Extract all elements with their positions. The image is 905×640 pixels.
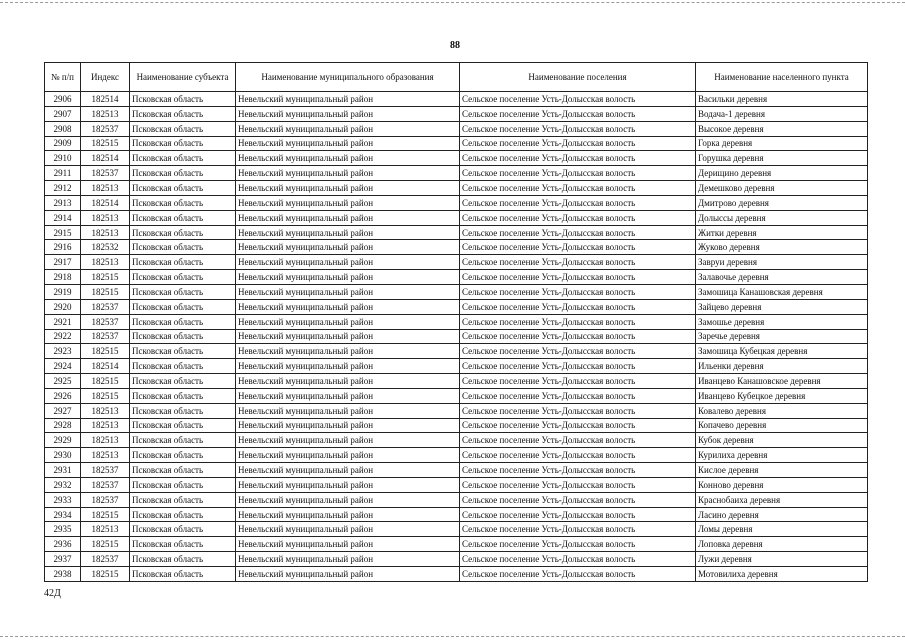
cell-index: 182514 <box>81 92 130 107</box>
table-row <box>45 240 868 255</box>
cell-locality: Горушка деревня <box>696 151 868 166</box>
cell-settlement: Сельское поселение Усть-Долысская волость <box>460 106 696 121</box>
cell-settlement: Сельское поселение Усть-Долысская волость <box>460 240 696 255</box>
cell-municipality: Невельский муниципальный район <box>236 388 460 403</box>
cell-num: 2938 <box>45 567 81 582</box>
table-row <box>45 92 868 107</box>
cell-index: 182514 <box>81 359 130 374</box>
cell-municipality: Невельский муниципальный район <box>236 240 460 255</box>
cell-settlement: Сельское поселение Усть-Долысская волость <box>460 418 696 433</box>
cell-index: 182513 <box>81 225 130 240</box>
cell-num: 2933 <box>45 492 81 507</box>
table-row <box>45 299 868 314</box>
table-row <box>45 255 868 270</box>
cell-num: 2906 <box>45 92 81 107</box>
cell-settlement: Сельское поселение Усть-Долысская волость <box>460 448 696 463</box>
cell-settlement: Сельское поселение Усть-Долысская волость <box>460 210 696 225</box>
cell-subject: Псковская область <box>130 240 236 255</box>
cell-municipality: Невельский муниципальный район <box>236 314 460 329</box>
cell-municipality: Невельский муниципальный район <box>236 136 460 151</box>
cell-locality: Дерищино деревня <box>696 166 868 181</box>
cell-settlement: Сельское поселение Усть-Долысская волость <box>460 477 696 492</box>
cell-num: 2921 <box>45 314 81 329</box>
cell-municipality: Невельский муниципальный район <box>236 359 460 374</box>
cell-num: 2932 <box>45 477 81 492</box>
table-row <box>45 374 868 389</box>
cell-locality: Замошица Канашовская деревня <box>696 284 868 299</box>
cell-locality: Ласино деревня <box>696 507 868 522</box>
cell-municipality: Невельский муниципальный район <box>236 522 460 537</box>
cell-locality: Ильенки деревня <box>696 359 868 374</box>
cell-index: 182513 <box>81 448 130 463</box>
table-row <box>45 106 868 121</box>
cell-num: 2925 <box>45 374 81 389</box>
header-settlement: Наименование поселения <box>460 63 696 92</box>
cell-num: 2928 <box>45 418 81 433</box>
cell-municipality: Невельский муниципальный район <box>236 195 460 210</box>
cell-locality: Копачево деревня <box>696 418 868 433</box>
cell-locality: Завруи деревня <box>696 255 868 270</box>
cell-municipality: Невельский муниципальный район <box>236 225 460 240</box>
header-index: Индекс <box>81 63 130 92</box>
cell-subject: Псковская область <box>130 507 236 522</box>
cell-index: 182515 <box>81 507 130 522</box>
cell-locality: Водача-1 деревня <box>696 106 868 121</box>
cell-subject: Псковская область <box>130 136 236 151</box>
table-body <box>45 92 868 582</box>
table-row <box>45 314 868 329</box>
table-row <box>45 359 868 374</box>
cell-municipality: Невельский муниципальный район <box>236 106 460 121</box>
cell-index: 182513 <box>81 106 130 121</box>
cell-settlement: Сельское поселение Усть-Долысская волость <box>460 284 696 299</box>
table-row <box>45 567 868 582</box>
cell-settlement: Сельское поселение Усть-Долысская волость <box>460 374 696 389</box>
cell-municipality: Невельский муниципальный район <box>236 403 460 418</box>
cell-subject: Псковская область <box>130 344 236 359</box>
cell-settlement: Сельское поселение Усть-Долысская волость <box>460 314 696 329</box>
cell-subject: Псковская область <box>130 477 236 492</box>
cell-index: 182515 <box>81 374 130 389</box>
cell-subject: Псковская область <box>130 151 236 166</box>
table-row <box>45 181 868 196</box>
cell-num: 2907 <box>45 106 81 121</box>
cell-num: 2930 <box>45 448 81 463</box>
cell-settlement: Сельское поселение Усть-Долысская волость <box>460 166 696 181</box>
cell-index: 182515 <box>81 284 130 299</box>
cell-subject: Псковская область <box>130 270 236 285</box>
scan-edge-top <box>0 2 905 3</box>
cell-index: 182537 <box>81 299 130 314</box>
cell-subject: Псковская область <box>130 195 236 210</box>
cell-settlement: Сельское поселение Усть-Долысская волость <box>460 433 696 448</box>
cell-num: 2914 <box>45 210 81 225</box>
cell-num: 2922 <box>45 329 81 344</box>
header-municipality: Наименование муниципального образования <box>236 63 460 92</box>
cell-index: 182537 <box>81 329 130 344</box>
cell-num: 2927 <box>45 403 81 418</box>
cell-index: 182515 <box>81 136 130 151</box>
cell-index: 182537 <box>81 314 130 329</box>
table-row <box>45 210 868 225</box>
cell-municipality: Невельский муниципальный район <box>236 151 460 166</box>
cell-num: 2924 <box>45 359 81 374</box>
table-row <box>45 344 868 359</box>
cell-locality: Васильки деревня <box>696 92 868 107</box>
table-row <box>45 195 868 210</box>
cell-index: 182537 <box>81 552 130 567</box>
cell-num: 2916 <box>45 240 81 255</box>
cell-locality: Ковалево деревня <box>696 403 868 418</box>
cell-municipality: Невельский муниципальный район <box>236 210 460 225</box>
cell-num: 2910 <box>45 151 81 166</box>
table-row <box>45 403 868 418</box>
cell-subject: Псковская область <box>130 403 236 418</box>
cell-municipality: Невельский муниципальный район <box>236 463 460 478</box>
cell-municipality: Невельский муниципальный район <box>236 299 460 314</box>
cell-locality: Залавочье деревня <box>696 270 868 285</box>
cell-index: 182537 <box>81 477 130 492</box>
cell-settlement: Сельское поселение Усть-Долысская волость <box>460 344 696 359</box>
cell-locality: Кислое деревня <box>696 463 868 478</box>
table-row <box>45 433 868 448</box>
cell-num: 2918 <box>45 270 81 285</box>
cell-subject: Псковская область <box>130 388 236 403</box>
cell-num: 2934 <box>45 507 81 522</box>
cell-settlement: Сельское поселение Усть-Долысская волость <box>460 507 696 522</box>
cell-num: 2915 <box>45 225 81 240</box>
cell-municipality: Невельский муниципальный район <box>236 270 460 285</box>
cell-index: 182537 <box>81 121 130 136</box>
cell-locality: Жуково деревня <box>696 240 868 255</box>
table-row <box>45 537 868 552</box>
cell-subject: Псковская область <box>130 329 236 344</box>
cell-settlement: Сельское поселение Усть-Долысская волость <box>460 151 696 166</box>
cell-locality: Мотовилиха деревня <box>696 567 868 582</box>
cell-subject: Псковская область <box>130 314 236 329</box>
cell-subject: Псковская область <box>130 537 236 552</box>
cell-num: 2929 <box>45 433 81 448</box>
table-row <box>45 448 868 463</box>
cell-settlement: Сельское поселение Усть-Долысская волость <box>460 388 696 403</box>
cell-settlement: Сельское поселение Усть-Долысская волость <box>460 255 696 270</box>
settlements-table <box>44 62 868 582</box>
cell-municipality: Невельский муниципальный район <box>236 181 460 196</box>
cell-index: 182537 <box>81 166 130 181</box>
cell-locality: Дмитрово деревня <box>696 195 868 210</box>
table-row <box>45 477 868 492</box>
cell-settlement: Сельское поселение Усть-Долысская волость <box>460 181 696 196</box>
cell-num: 2909 <box>45 136 81 151</box>
cell-num: 2937 <box>45 552 81 567</box>
cell-index: 182532 <box>81 240 130 255</box>
cell-municipality: Невельский муниципальный район <box>236 477 460 492</box>
cell-locality: Зайцево деревня <box>696 299 868 314</box>
cell-municipality: Невельский муниципальный район <box>236 329 460 344</box>
cell-subject: Псковская область <box>130 463 236 478</box>
cell-num: 2912 <box>45 181 81 196</box>
cell-index: 182515 <box>81 388 130 403</box>
cell-num: 2931 <box>45 463 81 478</box>
cell-num: 2919 <box>45 284 81 299</box>
cell-municipality: Невельский муниципальный район <box>236 433 460 448</box>
cell-index: 182513 <box>81 210 130 225</box>
cell-subject: Псковская область <box>130 181 236 196</box>
cell-settlement: Сельское поселение Усть-Долысская волость <box>460 552 696 567</box>
cell-municipality: Невельский муниципальный район <box>236 448 460 463</box>
cell-settlement: Сельское поселение Усть-Долысская волость <box>460 492 696 507</box>
cell-index: 182513 <box>81 403 130 418</box>
table-row <box>45 284 868 299</box>
cell-settlement: Сельское поселение Усть-Долысская волость <box>460 136 696 151</box>
header-subject: Наименование субъекта <box>130 63 236 92</box>
header-num: № п/п <box>45 63 81 92</box>
cell-subject: Псковская область <box>130 166 236 181</box>
table-row <box>45 507 868 522</box>
cell-locality: Конново деревня <box>696 477 868 492</box>
cell-subject: Псковская область <box>130 359 236 374</box>
cell-index: 182513 <box>81 418 130 433</box>
cell-locality: Горка деревня <box>696 136 868 151</box>
cell-num: 2923 <box>45 344 81 359</box>
cell-subject: Псковская область <box>130 567 236 582</box>
cell-settlement: Сельское поселение Усть-Долысская волость <box>460 329 696 344</box>
cell-subject: Псковская область <box>130 106 236 121</box>
page-number: 88 <box>450 40 460 51</box>
cell-index: 182513 <box>81 433 130 448</box>
cell-index: 182537 <box>81 463 130 478</box>
cell-settlement: Сельское поселение Усть-Долысская волость <box>460 121 696 136</box>
cell-settlement: Сельское поселение Усть-Долысская волость <box>460 270 696 285</box>
cell-subject: Псковская область <box>130 121 236 136</box>
cell-settlement: Сельское поселение Усть-Долысская волость <box>460 195 696 210</box>
cell-municipality: Невельский муниципальный район <box>236 552 460 567</box>
cell-locality: Кубок деревня <box>696 433 868 448</box>
cell-num: 2908 <box>45 121 81 136</box>
table-row <box>45 151 868 166</box>
cell-locality: Лужи деревня <box>696 552 868 567</box>
table-row <box>45 136 868 151</box>
cell-municipality: Невельский муниципальный район <box>236 121 460 136</box>
table-row <box>45 329 868 344</box>
cell-subject: Псковская область <box>130 284 236 299</box>
cell-settlement: Сельское поселение Усть-Долысская волость <box>460 537 696 552</box>
table-row <box>45 418 868 433</box>
table-row <box>45 552 868 567</box>
header-locality: Наименование населенного пункта <box>696 63 868 92</box>
cell-municipality: Невельский муниципальный район <box>236 374 460 389</box>
table-row <box>45 166 868 181</box>
cell-settlement: Сельское поселение Усть-Долысская волость <box>460 359 696 374</box>
cell-locality: Ломы деревня <box>696 522 868 537</box>
cell-num: 2936 <box>45 537 81 552</box>
cell-municipality: Невельский муниципальный район <box>236 92 460 107</box>
cell-index: 182513 <box>81 255 130 270</box>
cell-settlement: Сельское поселение Усть-Долысская волость <box>460 522 696 537</box>
cell-subject: Псковская область <box>130 552 236 567</box>
cell-subject: Псковская область <box>130 225 236 240</box>
cell-locality: Житки деревня <box>696 225 868 240</box>
cell-municipality: Невельский муниципальный район <box>236 284 460 299</box>
table-row <box>45 121 868 136</box>
cell-settlement: Сельское поселение Усть-Долысская волость <box>460 225 696 240</box>
cell-locality: Долыссы деревня <box>696 210 868 225</box>
cell-index: 182515 <box>81 537 130 552</box>
table-row <box>45 492 868 507</box>
cell-municipality: Невельский муниципальный район <box>236 507 460 522</box>
cell-num: 2911 <box>45 166 81 181</box>
cell-subject: Псковская область <box>130 210 236 225</box>
cell-num: 2917 <box>45 255 81 270</box>
cell-settlement: Сельское поселение Усть-Долысская волость <box>460 567 696 582</box>
cell-index: 182537 <box>81 492 130 507</box>
cell-locality: Иванцево Канашовское деревня <box>696 374 868 389</box>
footer-code: 42Д <box>44 588 61 599</box>
cell-subject: Псковская область <box>130 433 236 448</box>
cell-municipality: Невельский муниципальный район <box>236 418 460 433</box>
cell-locality: Высокое деревня <box>696 121 868 136</box>
table-row <box>45 225 868 240</box>
cell-locality: Замошица Кубецкая деревня <box>696 344 868 359</box>
cell-subject: Псковская область <box>130 299 236 314</box>
table-row <box>45 270 868 285</box>
cell-subject: Псковская область <box>130 92 236 107</box>
cell-subject: Псковская область <box>130 448 236 463</box>
table-row <box>45 388 868 403</box>
cell-index: 182514 <box>81 195 130 210</box>
cell-municipality: Невельский муниципальный район <box>236 344 460 359</box>
table-row <box>45 463 868 478</box>
cell-settlement: Сельское поселение Усть-Долысская волость <box>460 403 696 418</box>
cell-locality: Краснобаиха деревня <box>696 492 868 507</box>
cell-index: 182514 <box>81 151 130 166</box>
cell-subject: Псковская область <box>130 522 236 537</box>
table-row <box>45 522 868 537</box>
cell-index: 182515 <box>81 344 130 359</box>
cell-locality: Курилиха деревня <box>696 448 868 463</box>
cell-municipality: Невельский муниципальный район <box>236 567 460 582</box>
cell-locality: Замошье деревня <box>696 314 868 329</box>
cell-num: 2920 <box>45 299 81 314</box>
cell-subject: Псковская область <box>130 255 236 270</box>
cell-index: 182515 <box>81 270 130 285</box>
cell-locality: Демешково деревня <box>696 181 868 196</box>
cell-subject: Псковская область <box>130 492 236 507</box>
cell-settlement: Сельское поселение Усть-Долысская волость <box>460 299 696 314</box>
cell-index: 182513 <box>81 522 130 537</box>
cell-num: 2913 <box>45 195 81 210</box>
cell-subject: Псковская область <box>130 374 236 389</box>
scan-edge-bottom <box>0 636 905 637</box>
cell-locality: Лоповка деревня <box>696 537 868 552</box>
cell-settlement: Сельское поселение Усть-Долысская волость <box>460 92 696 107</box>
table-header-row <box>45 63 868 92</box>
cell-num: 2935 <box>45 522 81 537</box>
cell-municipality: Невельский муниципальный район <box>236 492 460 507</box>
cell-index: 182515 <box>81 567 130 582</box>
cell-municipality: Невельский муниципальный район <box>236 537 460 552</box>
cell-locality: Иванцево Кубецкое деревня <box>696 388 868 403</box>
cell-settlement: Сельское поселение Усть-Долысская волость <box>460 463 696 478</box>
cell-municipality: Невельский муниципальный район <box>236 166 460 181</box>
cell-index: 182513 <box>81 181 130 196</box>
cell-subject: Псковская область <box>130 418 236 433</box>
cell-num: 2926 <box>45 388 81 403</box>
cell-locality: Заречье деревня <box>696 329 868 344</box>
cell-municipality: Невельский муниципальный район <box>236 255 460 270</box>
